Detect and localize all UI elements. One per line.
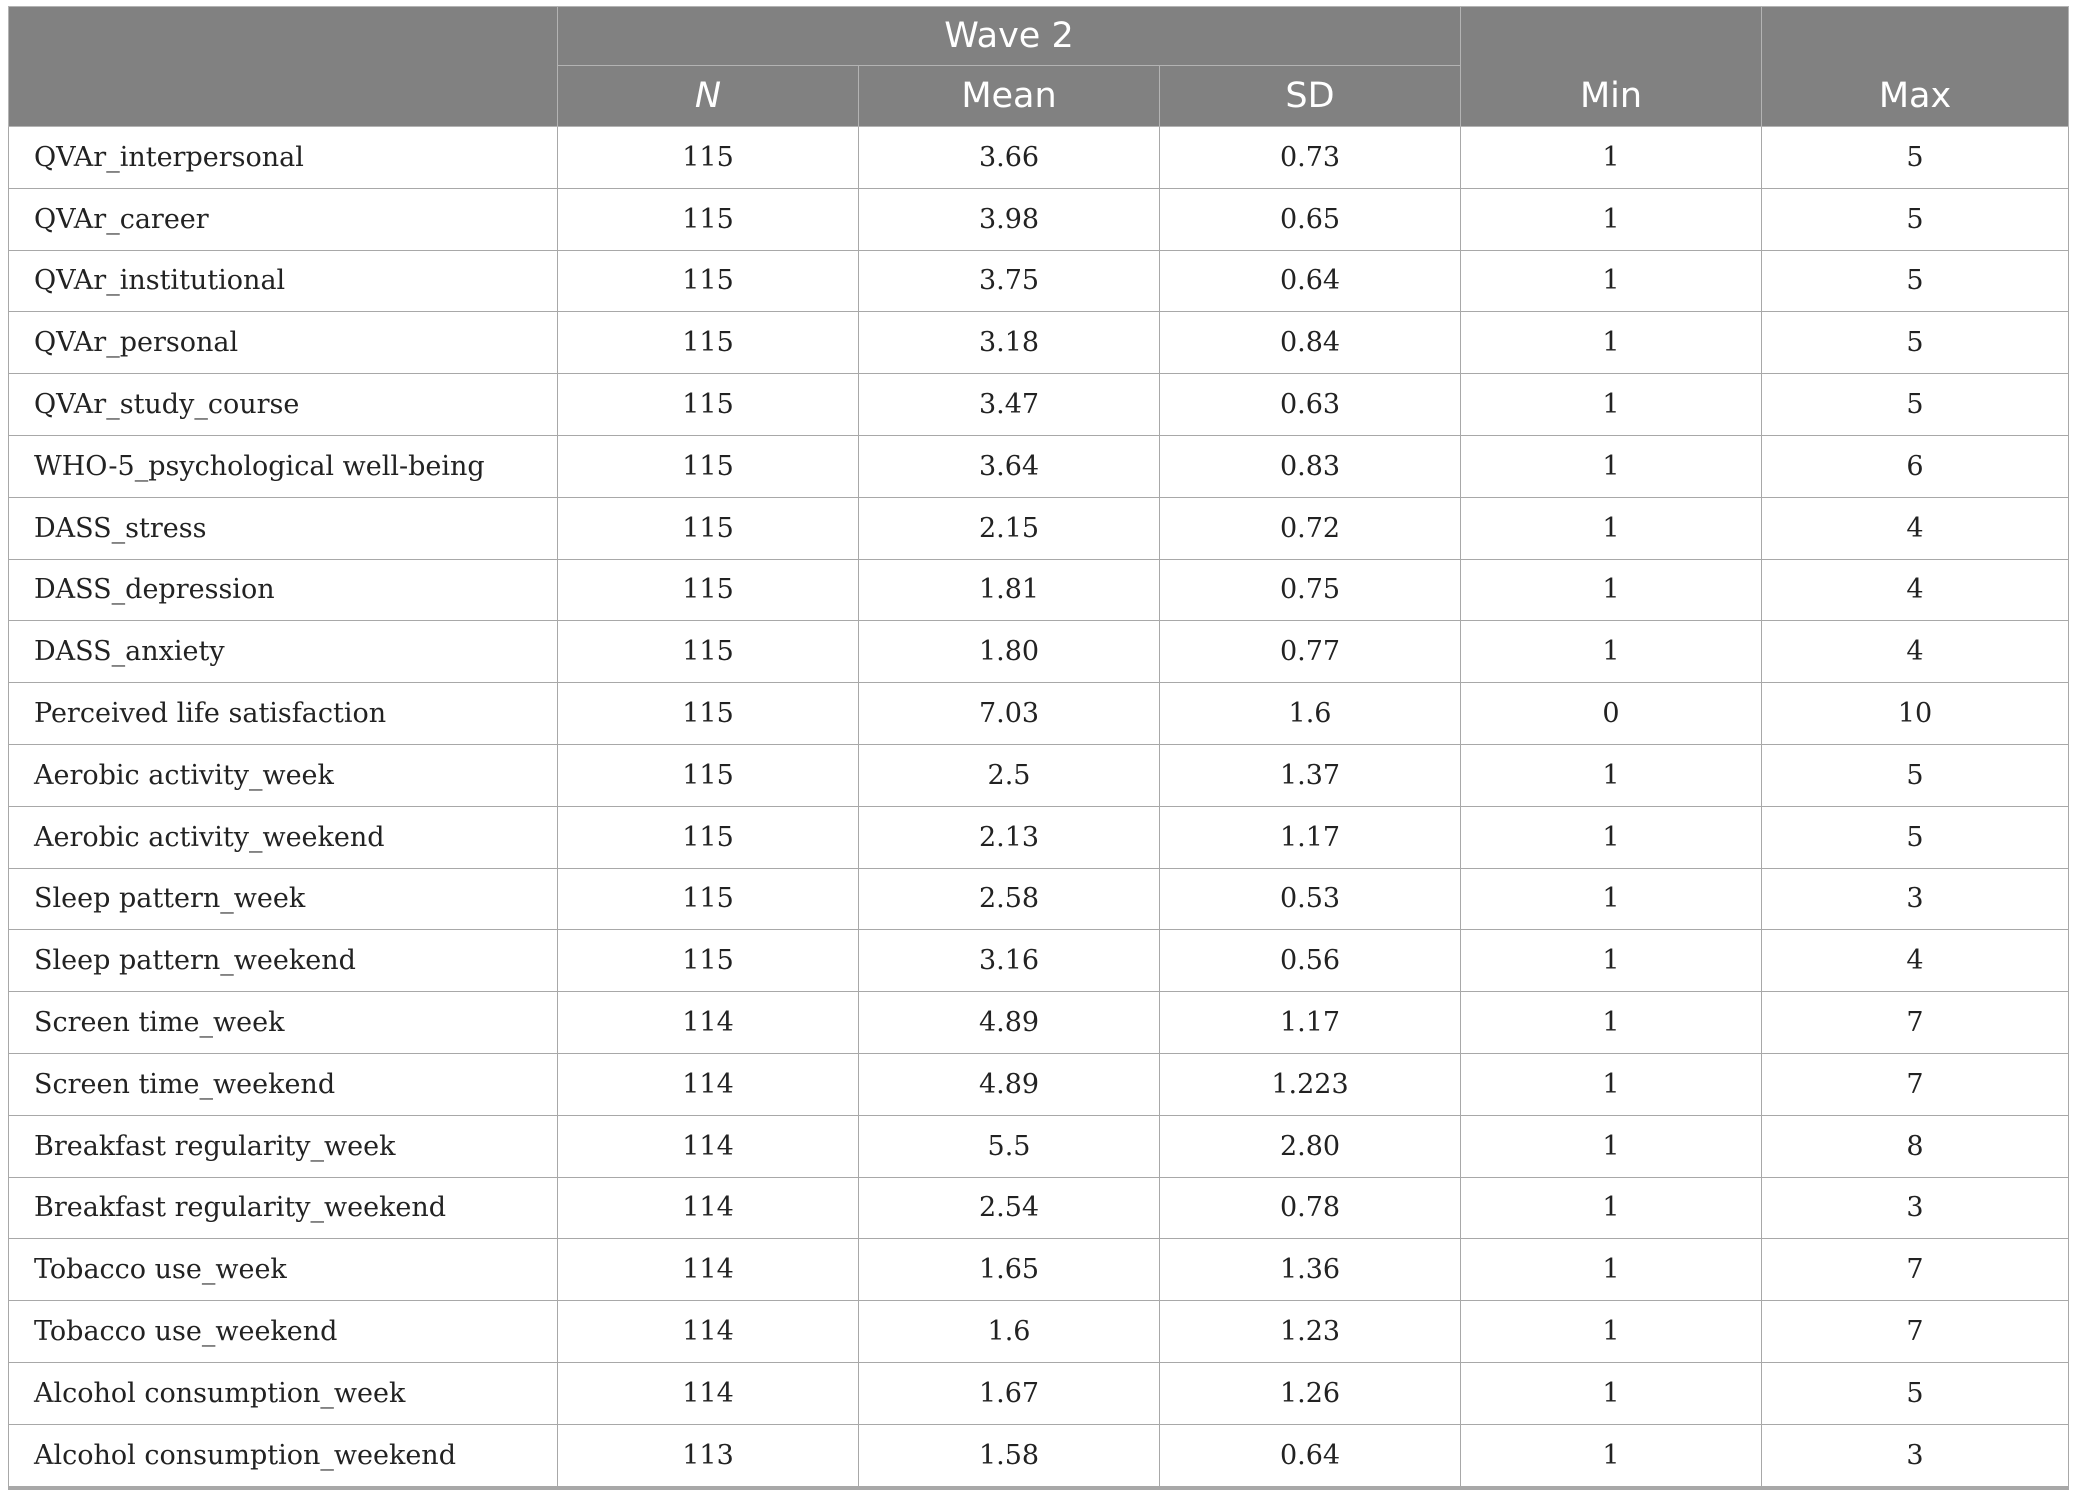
table-row [9, 621, 2069, 683]
mean-cell: 2.5 [859, 744, 1160, 806]
table-row [9, 250, 2069, 312]
header-sd: SD [1160, 66, 1461, 127]
mean-cell: 3.16 [859, 930, 1160, 992]
n-cell: 115 [558, 868, 859, 930]
n-cell: 115 [558, 127, 859, 189]
sd-cell: 1.223 [1160, 1053, 1461, 1115]
min-cell: 1 [1461, 992, 1762, 1054]
n-cell: 115 [558, 744, 859, 806]
min-cell: 1 [1461, 497, 1762, 559]
table-row [9, 744, 2069, 806]
mean-cell: 2.54 [859, 1177, 1160, 1239]
max-cell: 3 [1762, 868, 2069, 930]
table-row [9, 683, 2069, 745]
table-header [9, 7, 2069, 127]
sd-cell: 0.56 [1160, 930, 1461, 992]
header-variable-cell [9, 7, 558, 127]
sd-cell: 0.77 [1160, 621, 1461, 683]
descriptive-statistics-table-container [8, 6, 2068, 1490]
variable-cell: Aerobic activity_week [9, 744, 558, 806]
table-row [9, 930, 2069, 992]
min-cell: 1 [1461, 806, 1762, 868]
mean-cell: 1.58 [859, 1424, 1160, 1487]
sd-cell: 0.78 [1160, 1177, 1461, 1239]
sd-cell: 0.53 [1160, 868, 1461, 930]
max-cell: 5 [1762, 250, 2069, 312]
table-row [9, 1239, 2069, 1301]
mean-cell: 1.6 [859, 1301, 1160, 1363]
variable-cell: Alcohol consumption_weekend [9, 1424, 558, 1487]
n-cell: 115 [558, 250, 859, 312]
sd-cell: 1.37 [1160, 744, 1461, 806]
header-max: Max [1762, 7, 2069, 127]
max-cell: 7 [1762, 1053, 2069, 1115]
n-cell: 114 [558, 1362, 859, 1424]
max-cell: 5 [1762, 188, 2069, 250]
mean-cell: 3.47 [859, 374, 1160, 436]
max-cell: 4 [1762, 559, 2069, 621]
sd-cell: 0.84 [1160, 312, 1461, 374]
max-cell: 7 [1762, 1301, 2069, 1363]
table-row [9, 312, 2069, 374]
mean-cell: 3.66 [859, 127, 1160, 189]
variable-cell: Aerobic activity_weekend [9, 806, 558, 868]
min-cell: 1 [1461, 559, 1762, 621]
sd-cell: 0.83 [1160, 435, 1461, 497]
table-row [9, 868, 2069, 930]
sd-cell: 0.65 [1160, 188, 1461, 250]
min-cell: 1 [1461, 312, 1762, 374]
min-cell: 1 [1461, 744, 1762, 806]
mean-cell: 1.80 [859, 621, 1160, 683]
max-cell: 7 [1762, 1239, 2069, 1301]
table-row [9, 559, 2069, 621]
variable-cell: Tobacco use_week [9, 1239, 558, 1301]
min-cell: 1 [1461, 868, 1762, 930]
max-cell: 4 [1762, 621, 2069, 683]
table-row [9, 1424, 2069, 1487]
sd-cell: 0.63 [1160, 374, 1461, 436]
max-cell: 6 [1762, 435, 2069, 497]
min-cell: 0 [1461, 683, 1762, 745]
variable-cell: QVAr_institutional [9, 250, 558, 312]
variable-cell: Screen time_week [9, 992, 558, 1054]
variable-cell: Sleep pattern_weekend [9, 930, 558, 992]
table-row [9, 806, 2069, 868]
sd-cell: 1.17 [1160, 806, 1461, 868]
mean-cell: 2.15 [859, 497, 1160, 559]
variable-cell: Breakfast regularity_week [9, 1115, 558, 1177]
mean-cell: 7.03 [859, 683, 1160, 745]
min-cell: 1 [1461, 1177, 1762, 1239]
table-row [9, 1177, 2069, 1239]
n-cell: 115 [558, 930, 859, 992]
sd-cell: 1.26 [1160, 1362, 1461, 1424]
mean-cell: 3.75 [859, 250, 1160, 312]
table-row [9, 497, 2069, 559]
header-mean: Mean [859, 66, 1160, 127]
mean-cell: 1.81 [859, 559, 1160, 621]
variable-cell: QVAr_study_course [9, 374, 558, 436]
variable-cell: Perceived life satisfaction [9, 683, 558, 745]
sd-cell: 0.75 [1160, 559, 1461, 621]
header-wave-2: Wave 2 [558, 7, 1461, 66]
table-row [9, 435, 2069, 497]
sd-cell: 1.17 [1160, 992, 1461, 1054]
mean-cell: 2.13 [859, 806, 1160, 868]
variable-cell: Breakfast regularity_weekend [9, 1177, 558, 1239]
min-cell: 1 [1461, 1239, 1762, 1301]
min-cell: 1 [1461, 250, 1762, 312]
descriptive-statistics-table [8, 6, 2069, 1490]
table-row [9, 1301, 2069, 1363]
max-cell: 3 [1762, 1177, 2069, 1239]
max-cell: 7 [1762, 992, 2069, 1054]
mean-cell: 1.65 [859, 1239, 1160, 1301]
n-cell: 113 [558, 1424, 859, 1487]
table-row [9, 127, 2069, 189]
min-cell: 1 [1461, 1053, 1762, 1115]
sd-cell: 1.36 [1160, 1239, 1461, 1301]
sd-cell: 0.64 [1160, 250, 1461, 312]
mean-cell: 2.58 [859, 868, 1160, 930]
sd-cell: 0.72 [1160, 497, 1461, 559]
mean-cell: 4.89 [859, 1053, 1160, 1115]
n-cell: 115 [558, 497, 859, 559]
min-cell: 1 [1461, 1115, 1762, 1177]
table-row [9, 1362, 2069, 1424]
mean-cell: 3.98 [859, 188, 1160, 250]
mean-cell: 1.67 [859, 1362, 1160, 1424]
max-cell: 5 [1762, 744, 2069, 806]
variable-cell: DASS_stress [9, 497, 558, 559]
mean-cell: 4.89 [859, 992, 1160, 1054]
max-cell: 3 [1762, 1424, 2069, 1487]
sd-cell: 2.80 [1160, 1115, 1461, 1177]
max-cell: 5 [1762, 1362, 2069, 1424]
sd-cell: 1.23 [1160, 1301, 1461, 1363]
n-cell: 115 [558, 683, 859, 745]
min-cell: 1 [1461, 1362, 1762, 1424]
max-cell: 4 [1762, 930, 2069, 992]
n-cell: 114 [558, 1053, 859, 1115]
table-row [9, 188, 2069, 250]
variable-cell: Screen time_weekend [9, 1053, 558, 1115]
variable-cell: DASS_depression [9, 559, 558, 621]
n-cell: 115 [558, 559, 859, 621]
table-row [9, 992, 2069, 1054]
variable-cell: Tobacco use_weekend [9, 1301, 558, 1363]
max-cell: 10 [1762, 683, 2069, 745]
n-cell: 114 [558, 1301, 859, 1363]
mean-cell: 3.64 [859, 435, 1160, 497]
table-row [9, 1053, 2069, 1115]
min-cell: 1 [1461, 188, 1762, 250]
table-row [9, 1115, 2069, 1177]
min-cell: 1 [1461, 621, 1762, 683]
min-cell: 1 [1461, 930, 1762, 992]
mean-cell: 5.5 [859, 1115, 1160, 1177]
sd-cell: 1.6 [1160, 683, 1461, 745]
sd-cell: 0.73 [1160, 127, 1461, 189]
max-cell: 5 [1762, 312, 2069, 374]
n-cell: 115 [558, 188, 859, 250]
variable-cell: DASS_anxiety [9, 621, 558, 683]
min-cell: 1 [1461, 1301, 1762, 1363]
header-row-group [9, 7, 2069, 66]
header-n: N [558, 66, 859, 127]
n-cell: 115 [558, 374, 859, 436]
n-cell: 115 [558, 312, 859, 374]
min-cell: 1 [1461, 374, 1762, 436]
n-cell: 115 [558, 621, 859, 683]
min-cell: 1 [1461, 1424, 1762, 1487]
max-cell: 5 [1762, 127, 2069, 189]
min-cell: 1 [1461, 127, 1762, 189]
variable-cell: QVAr_career [9, 188, 558, 250]
variable-cell: QVAr_interpersonal [9, 127, 558, 189]
max-cell: 8 [1762, 1115, 2069, 1177]
table-row [9, 374, 2069, 436]
header-min: Min [1461, 7, 1762, 127]
max-cell: 4 [1762, 497, 2069, 559]
table-body [9, 127, 2069, 1488]
sd-cell: 0.64 [1160, 1424, 1461, 1487]
variable-cell: WHO-5_psychological well-being [9, 435, 558, 497]
n-cell: 114 [558, 1177, 859, 1239]
n-cell: 114 [558, 992, 859, 1054]
n-cell: 114 [558, 1115, 859, 1177]
max-cell: 5 [1762, 374, 2069, 436]
variable-cell: Sleep pattern_week [9, 868, 558, 930]
mean-cell: 3.18 [859, 312, 1160, 374]
n-cell: 115 [558, 435, 859, 497]
min-cell: 1 [1461, 435, 1762, 497]
max-cell: 5 [1762, 806, 2069, 868]
variable-cell: Alcohol consumption_week [9, 1362, 558, 1424]
variable-cell: QVAr_personal [9, 312, 558, 374]
n-cell: 114 [558, 1239, 859, 1301]
n-cell: 115 [558, 806, 859, 868]
